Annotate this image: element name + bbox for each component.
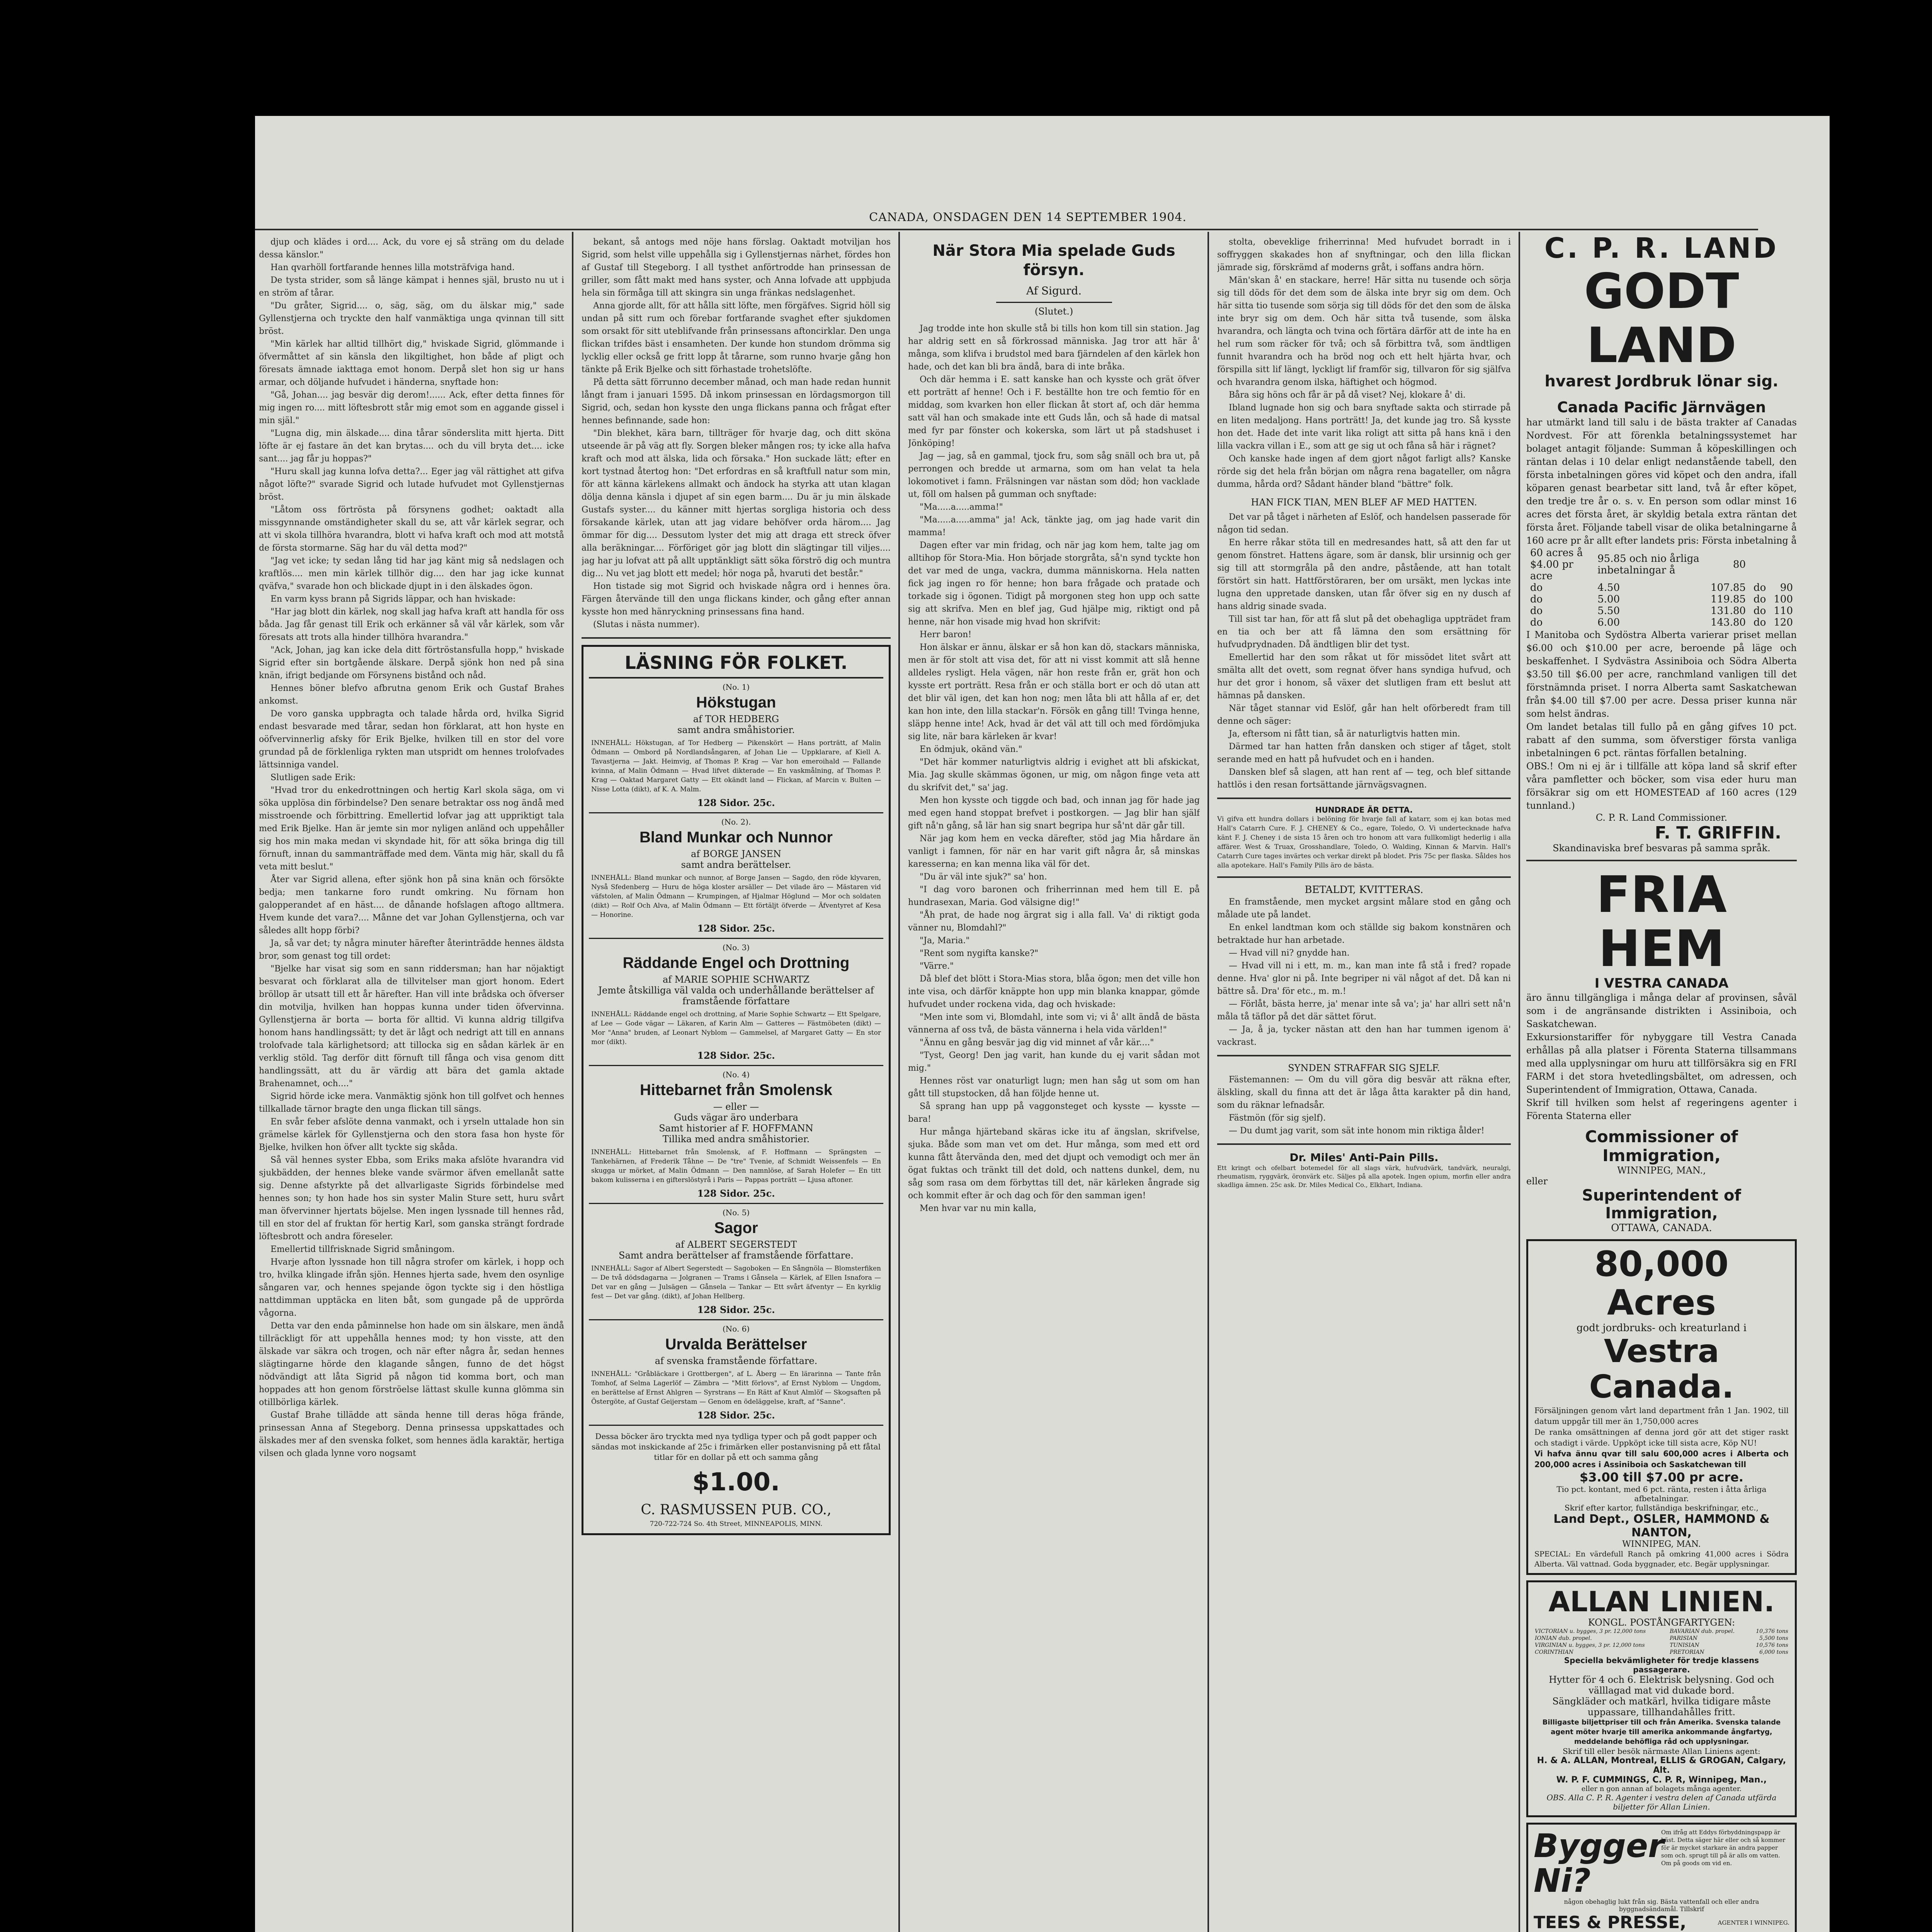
anecdote-4-title: SYNDEN STRAFFAR SIG SJELF. — [1288, 1063, 1440, 1073]
book-ad — [582, 645, 891, 1535]
fria-commissioner-location: WINNIPEG, MAN., — [1617, 1165, 1706, 1176]
paragraph: Det var på tåget i närheten af Eslöf, och handelsen passerade för någon tid sedan. — [1217, 512, 1511, 535]
paragraph: En ödmjuk, okänd vän." — [920, 745, 1022, 754]
book-number: (No. 5) — [722, 1208, 750, 1217]
paragraph: Hvarje afton lyssnade hon till några strofer om kärlek, i hopp och tro, hvilka klingade ifrån sjön. Hennes hjerta sade, hvem den osynlige sångaren var, och hennes spejande ögon tyckte sig i den höstliga nattdimman upptäcka en liten båt, som gungade på de upprörda vågorna. — [259, 1257, 564, 1318]
paragraph: Dansken blef så slagen, att han rent af — teg, och blef sittande hattlös i den resan fortsättande järnvägsvagnen. — [1217, 767, 1511, 790]
book-author: af BORGE JANSEN — [691, 849, 781, 859]
book-number: (No. 1) — [722, 682, 750, 692]
price-cell: 95.85 och nio årliga inbetalningar å — [1597, 553, 1699, 576]
paragraph: Och kanske hade ingen af dem gjort något farligt alls? Kanske rörde sig det hela från början om några rena bagateller, om några dumma, hårda ord? Sådant händer bland "bättre" folk. — [1217, 454, 1511, 489]
book-author: — eller — — [713, 1101, 759, 1112]
paragraph: En varm kyss brann på Sigrids läppar, och han hviskade: — [270, 594, 516, 604]
book-entry — [589, 1320, 883, 1426]
paragraph: Så sprang han upp på vaggonsteget och kysste — kysste — bara! — [908, 1102, 1200, 1124]
book-title: Sagor — [714, 1219, 758, 1236]
allan-text-2: Hytter för 4 och 6. Elektrisk belysning. God och välllagad mat vid dukade bord. — [1549, 1674, 1774, 1696]
paragraph: Men hon kysste och tiggde och bad, och innan jag för hade jag med egen hand stoppat brefvet i postkorgen. — Jag blir han själf gift nå'n gång, så lär han sig snart begripa hur så'nt där går till. — [908, 796, 1200, 831]
paragraph: Slutligen sade Erik: — [270, 773, 356, 782]
paragraph: En herre råkar stöta till en medresandes hatt, så att den far ut genom fönstret. Hattens ägare, som är dansk, blir ursinnig och ger sig till att stormgråla på den andre, påstående, att han totalt förstört sin hatt. Hattförstöraren, ber om ursäkt, men lyckas inte lugna den uppretade dansken, utan får öfver sig en ny dusch af hans aldrig sinade svada. — [1217, 538, 1511, 611]
allan-text-5: Skrif till eller besök närmaste Allan Liniens agent: — [1563, 1747, 1760, 1756]
book-entry — [589, 679, 883, 813]
price-cell: do — [1530, 582, 1543, 594]
price-cell: 4.50 — [1597, 582, 1620, 594]
paragraph: Sigrid hörde icke mera. Vanmäktig sjönk hon till golfvet och hennes tillkallade tärnor bragte den unga flickan till sängs. — [259, 1092, 564, 1114]
paragraph: "Ack, Johan, jag kan icke dela ditt förtröstansfulla hopp," hviskade Sigrid efter sin bortgående älskare. Derpå sjönk hon ned på sina knän, ifrigt bedjande om Försynens bistånd och nåd. — [259, 645, 564, 680]
paragraph: "Min kärlek har alltid tillhört dig," hviskade Sigrid, glömmande i öfvermåttet af sin känsla den likgiltighet, hon både af pligt och föresats ämnade iakttaga emot honom. Derpå slet hon sig ur hans armar, och döljande hufvudet i händerna, snyftade hon: — [259, 339, 564, 387]
paragraph: De tysta strider, som så länge kämpat i hennes själ, brusto nu ut i en ström af tårar. — [259, 276, 564, 298]
divider — [996, 302, 1112, 303]
ship-cell: 5,500 tons — [1759, 1635, 1788, 1641]
price-cell: 131.80 — [1711, 605, 1746, 617]
book-title: Räddande Engel och Drottning — [622, 954, 850, 971]
cpr-note: Skandinaviska bref besvaras på samma språk. — [1553, 843, 1770, 854]
paragraph: Fästmön (för sig sjelf). — [1229, 1113, 1326, 1123]
pills-ad-body: Ett kringt och ofelbart botemedel för all slags värk, hufvudvärk, tandvärk, neuralgi, rheumatism, ryggvärk, öronvärk etc. Säljes på alla apotek. Ingen opium, morfin eller andra skadliga ämnen. 25c ask. Dr. Miles Medical Co., Elkhart, Indiana. — [1217, 1164, 1511, 1189]
anecdote-2-body: Vi gifva ett hundra dollars i belöning för hvarje fall af katarr, som ej kan botas med Hall's Catarrh Cure. F. J. CHENEY & Co., egare, Toledo, O. Vi undertecknade hafva känt F. J. Cheney i de sista 15 åren och tro honom att vara fullkomligt hederlig i alla affärer. West & Truax, Grosshandlare, Toledo, O. Walding, Kinnan & Marvin. Hall's Catarrh Cure tages invärtes och verkar direkt på blodet. Pris 75c per flaska. Såldes hos alla apotekare. Hall's Family Pills äro de bästa. — [1217, 815, 1511, 869]
article-column-2 — [582, 236, 891, 1932]
book-price: 128 Sidor. 25c. — [697, 1050, 775, 1061]
paragraph: "Lugna dig, min älskade.... dina tårar sönderslita mitt hjerta. Ditt löfte är ej fastare än det kan brytas.... och du vill bryta det.... icke sant.... jag får ju hoppas?" — [259, 429, 564, 464]
paragraph: "Men inte som vi, Blomdahl, inte som vi; vi å' allt ändå de bästa vännerna af oss två, de bästa vännerna i hela vida världen!" — [908, 1012, 1200, 1035]
cpr-signature-title: C. P. R. Land Commissioner. — [1595, 812, 1728, 823]
book-entry — [589, 1204, 883, 1320]
price-row — [1526, 605, 1797, 617]
cpr-text-4: OBS.! Om ni ej är i tillfälle att köpa land så skrif efter våra pamfletter och böcker, som visa eder huru man försäkrar sig om ett HOMESTEAD af 160 acres (129 tunnland.) — [1526, 761, 1797, 811]
paragraph: Män'skan å' en stackare, herre! Här sitta nu tusende och sörja sig till döds för det dem som de älska inte bryr sig om dem. Och här sitta tio tusende som sörja sig till döds för det den som de älska inte bryr sig om dem. Och här sitta två tusende, som älska hvarandra, och längta och tvina och förtära därför att de inte ha en hel rum som räcker för två; och så förbittra två, som ändtligen funnit hvarandra och ha bröd nog och ett helt hjärta hvar, och förspilla sitt lif längt, lyckligt lif framför sig, tillvaron för sig själfva och hvarandra genom ilska, häftighet och högmod. — [1217, 276, 1511, 387]
book-title: Hittebarnet från Smolensk — [640, 1082, 832, 1099]
book-list — [589, 679, 883, 1426]
acres-price: $3.00 till $7.00 pr acre. — [1579, 1470, 1744, 1485]
ship-cell: 6,000 tons — [1759, 1649, 1788, 1655]
paragraph: "Du gråter, Sigrid.... o, säg, säg, om du älskar mig," sade Gyllenstjerna och tryckte den half vanmäktiga unga qvinnan till sitt bröst. — [259, 301, 564, 336]
price-cell: do — [1753, 594, 1766, 605]
paragraph: bekant, så antogs med nöje hans förslag. Oaktadt motviljan hos Sigrid, som helst ville uppehålla sig i Gyllenstjernas närhet, fördes hon af Gustaf till Stegeborg. I all tysthet anförtrodde han prinsessan de griller, som fått makt med hans syster, och Anna lofvade att uppbjuda hela sin förmåga till att skingra sin unga fränkas nedslagenhet. — [582, 237, 891, 298]
newspaper-page — [255, 116, 1830, 1932]
paragraph: — Du dumt jag varit, som sät inte honom min riktiga ålder! — [1229, 1126, 1485, 1136]
paragraph: "Det här kommer naturligtvis aldrig i evighet att bli afskickat, Mia. Jag skulle skämmas ögonen, ur mig, om någon finge veta att du skrifvit det," sa' jag. — [908, 757, 1200, 793]
divider — [582, 637, 891, 639]
fria-text-2: Exkursionstariffer för nybyggare till Vestra Canada erhållas på alla platser i Förenta Staterna tillsammans med alla upplysningar om huru att tillförsäkra sig en FRI FARM i det stora hvetedlingsbältet, om adressen, och Superintendent of Immigration, Ottawa, Canada. — [1526, 1032, 1797, 1095]
divider — [1217, 798, 1511, 799]
price-cell: 80 — [1733, 559, 1746, 570]
price-row — [1526, 617, 1797, 628]
ship-row — [1534, 1642, 1789, 1649]
paragraph: — Ja, å ja, tycker nästan att den han har tummen igenom ä' vackrast. — [1217, 1025, 1511, 1047]
paragraph: "Din blekhet, kära barn, tillträger för hvarje dag, och ditt sköna utseende är på väg att fly. Sorgen bleker mången ros; ty icke alla hafva kraft och mod att älska, lida och försaka." Hon suckade lätt; efter en kort tystnad återtog hon: "Det erfordras en så kraftfull natur som min, för att känna kärlekens allmakt och ändock ha styrka att utan klagan dölja denna känsla i djupet af sin egen barm.... Du är ju min älskade Gustafs syster.... du känner mitt hjertas sorgliga historia och dess försakande kärlek, utan att jag vidare behöfver orda härom.... Jag ömmar för dig.... Dessutom lyster det mig att draga ett streck öfver alla beräkningar.... Förföriget gör jag blott din slägtingar till viljes.... jag har ju lofvat att på allt upptänkligt sätt söka förströ dig och muntra dig... Nu vet jag blott ett medel; hör noga på, hvaruti det består." — [582, 429, 891, 578]
paragraph: När jag kom hem en vecka därefter, stöd jag Mia hårdare än vanligt i famnen, för när en har varit gift några år, så minskas karesserna; en kan menna lika väl för det. — [908, 834, 1200, 869]
book-entry — [589, 1066, 883, 1204]
acres-title: 80,000 Acres — [1594, 1244, 1729, 1323]
paragraph: Hon älskar er ännu, älskar er så hon kan dö, stackars människa, men är för stolt att visa det, för att ni visst kommit att slå henne alldeles rysligt. Hela vägen, när hon reste från er, grät hon och kysste ert porträtt. Resa från er och ställa bort er och dö utan att det blir väl igen, det kan hon nog; men låta bli att hålla af er, det kan hon inte, den lilla stackar'n. Försök en gång till! Tvinga henne, släpp henne inte! Ack, hvad är det väl att till och med fördömjuka sig lite, när bara kärleken är kvar! — [908, 643, 1200, 742]
paragraph: "Tyst, Georg! Den jag varit, han kunde du ej varit sådan mot mig." — [908, 1051, 1200, 1073]
book-description: INNEHÅLL: Räddande engel och drottning, af Marie Sophie Schwartz — Ett Spelgare, af Lee — Gode vägar — Läkaren, af Karin Alm — Gatteres — Fästmöbeten (dikt) — Mor "Anna" bruden, af Leonart Nyblom — Gammelsel, af Margaret Gatty — En stor mor (dikt). — [591, 1010, 881, 1046]
paragraph: En svår feber afslöte denna vanmakt, och i yrseln uttalade hon sin grämelse kärlek för Gyllenstjerna och den stora fasa hon hyste för Bjelke, hvilken hon öfver allt tyckte sig skåda. — [259, 1117, 564, 1152]
acres-text-2: De ranka omsättningen af denna jord gör att det stiger raskt och stadigt i värde. Uppköpt icke till sista acre, Köp NU! — [1534, 1427, 1789, 1447]
anecdote-3-title: BETALDT, KVITTERAS. — [1304, 884, 1423, 896]
paragraph: "Bjelke har visat sig som en sann riddersman; han har nöjaktigt besvarat och förklarat alla de tillvitelser man gjort honom. Edert bröllop är utsatt till ett år härefter. Han vill inte brådska och öfverser din motvilja, hvilken han hoppas kunna under tiden öfvervinna. Gyllenstjerna är borta — borta för alltid. Vi kunna aldrig tillgifva honom hans handlingssätt; ty det är lågt och nedrigt att till en annans trolofvade tala kärlighetsord; att tillocka sig en sådan kärlek är en verklig stöld. Tag derför ditt förnuft till fånga och visa genom ditt handlingssätt, att du är värdig att bära det gamla aktade Brahenamnet, och...." — [259, 964, 564, 1088]
ship-cell: IONIAN dub. propel. — [1535, 1635, 1592, 1641]
column-rule — [1519, 232, 1520, 1932]
allan-line-ad — [1526, 1580, 1797, 1817]
acres-location: WINNIPEG, MAN. — [1622, 1539, 1701, 1549]
book-extra: samt andra småhistorier. — [677, 724, 795, 735]
paragraph: — Förlåt, bästa herre, ja' menar inte så va'; ja' har allri sett nå'n måla tå täflor på det där sättet förut. — [1217, 999, 1511, 1022]
paragraph: "Rent som nygifta kanske?" — [920, 949, 1039, 958]
bygger-text: Om ifråg att Eddys förbyddningspapp är bäst. Detta säger här eller och så kommer för är mycket starkare än andra papper som och. sprugt till på är alls om vatten. Om på goods om vid en. — [1661, 1829, 1786, 1867]
book-description: INNEHÅLL: Hittebarnet från Smolensk, af F. Hoffmann — Sprängsten — Tankehärnen, af Frederik Tåhne — De "tre" Tvenie, af Schmidt Weissenfels — En skugga ur mörket, af Malin Ödmann — Den namnlöse, af Sarah Holefer — En titt bakom kulisserna i en gifterslöstyrå i Paris — Pappas porträtt — Ljusa aftoner. — [591, 1148, 881, 1184]
paragraph: "Gå, Johan.... jag besvär dig derom!...... Ack, efter detta finnes för mig ingen ro.... mitt löftesbrott står mig emot som en aggande gissel i min själ." — [259, 390, 564, 425]
anecdote-4-body — [1217, 1073, 1511, 1137]
ship-cell: CORINTHIAN — [1535, 1649, 1573, 1655]
bygger-footer — [1534, 1913, 1789, 1932]
fria-hem-ad — [1526, 867, 1797, 1234]
story-body — [908, 322, 1200, 1215]
paragraph: Hon tistade sig mot Sigrid och hviskade några ord i hennes öra. Färgen återvände till den unga flickans kinder, och gång efter annan kysste hon med hänryckning prinsessans fina hand. — [582, 582, 891, 617]
book-description: INNEHÅLL: Sagor af Albert Segerstedt — Sagoboken — En Sångnöla — Blomsterfiken — De två dödsdagarna — Jolgranen — Trams i Gånsela — Kärlek, af Ellen Isnafora — Det var en gång — Julsägen — Gånsela — Tankar — Ett svårt äfventyr — En kyrklig fest — Det var gång. (dikt), af Johan Hellberg. — [591, 1265, 881, 1300]
ship-cell: 10,376 tons — [1756, 1628, 1788, 1634]
ship-cell: TUNISIAN — [1670, 1642, 1699, 1648]
acres-text: Försäljningen genom vårt land department från 1 Jan. 1902, till datum uppgår till mer än 1,750,000 acres — [1534, 1406, 1789, 1426]
price-cell: do — [1530, 617, 1543, 628]
paragraph: (Slutas i nästa nummer). — [593, 620, 700, 629]
paragraph: Emellertid tillfrisknade Sigrid småningom. — [270, 1245, 455, 1254]
ship-row — [1534, 1628, 1789, 1635]
paragraph: Jag — jag, så en gammal, tjock fru, som såg snäll och bra ut, på perrongen och bredde ut armarna, som om han velat ta hela lokomotivet i famn. Frälsningen var nästan som död; hon vacklade ut, föll om halsen på gumman och snyftade: — [908, 451, 1200, 499]
paragraph: Fästemannen: — Om du vill göra dig besvär att räkna efter, älskling, skall du finna att det är låga åtta karakter på din hand, som du räknar lefnadsår. — [1217, 1075, 1511, 1110]
cpr-company: Canada Pacific Järnvägen — [1557, 399, 1766, 416]
book-extra: samt andra berättelser. — [681, 859, 791, 870]
cpr-text-2: I Manitoba och Sydöstra Alberta varierar priset mellan $6.00 och $10.00 per acre, beroende på läge och beskaffenhet. I Sydvästra Assiniboia och Södra Alberta $3.50 till $6.00 per acre, ranchmland vanligen till det förstnämnda priset. I norra Alberta samt Saskatchewan från $4.00 till $7.00 per acre. Dessa priser kunna när som helst ändras. — [1526, 629, 1797, 719]
book-ad-footer: Dessa böcker äro tryckta med nya tydliga typer och på godt papper och sändas mot inskickande af 25c i frimärken eller postanvisning på ett fåtal titlar för en dollar på ett och samma gång — [591, 1432, 881, 1462]
pills-ad-title: Dr. Miles' Anti-Pain Pills. — [1289, 1151, 1439, 1164]
book-title: Bland Munkar och Nunnor — [639, 829, 833, 846]
paragraph: "Ja, Maria." — [920, 936, 970, 946]
paragraph: "Huru skall jag kunna lofva detta?... Eger jag väl rättighet att gifva något löfte?" svarade Sigrid och lutade hufvudet mot Gyllenstjernas bröst. — [259, 467, 564, 502]
acres-ad — [1526, 1239, 1797, 1575]
fria-commissioner: Commissioner of Immigration, — [1585, 1127, 1738, 1165]
paragraph: Detta var den enda påminnelse hon hade om sin älskare, men ändå tillräckligt för att uppehålla hennes mod; ty hon visste, att den älskade var säkra och trogen, och när efter några år, sedan hennes slägtingarne hörde den klagande sången, funno de det högst nödvändigt att låta Sigrid på någon tid komma bort, och man hoppades att hon genom förströelse lättast skulle kunna glömma sin otillbörliga kärlek. — [259, 1321, 564, 1407]
paragraph: — Hvad vill ni? gnydde han. — [1229, 948, 1350, 958]
price-cell: 120 — [1774, 617, 1793, 628]
paragraph: djup och klädes i ord.... Ack, du vore ej så sträng om du delade dessa känslor." — [259, 237, 564, 260]
book-description: INNEHÅLL: Hökstugan, af Tor Hedberg — Pikenskört — Hans porträtt, af Malin Ödmann — Ombord på Nordlandsångaren, af Johan Lie — Uppklarare, af Kiell A. Tavastjerna — Jakt. Heimvig, af Thomas P. Krag — Var hon emeroihald — Fallande kvinna, af Malin Ödmann — Hvad lifvet dikterade — En vaskmålning, af Thomas P. Krag — Oaktad Margaret Gatty — Ett okändt land — Flickan, af Marcin v. Bulten — Nisse Lotta (dikt), af K. A. Malm. — [591, 739, 881, 793]
paragraph: Han qvarhöll fortfarande hennes lilla motsträfviga hand. — [270, 263, 515, 272]
price-row — [1526, 547, 1797, 582]
fria-superintendent: Superintendent of Immigration, — [1582, 1187, 1741, 1222]
book-price: 128 Sidor. 25c. — [697, 923, 775, 934]
paragraph: "Ma.....a.....amma!" — [920, 502, 1003, 512]
anecdote-3-body — [1217, 896, 1511, 1049]
book-title: Urvalda Berättelser — [665, 1336, 807, 1353]
divider — [1217, 1143, 1511, 1145]
cpr-land-ad — [1526, 232, 1797, 854]
price-cell: 107.85 — [1711, 582, 1746, 594]
paragraph: Åter var Sigrid allena, efter sjönk hon på sina knän och försökte bedja; men tankarne foro rundt omkring. Nu förnam hon galopperandet af en häst.... de dånande hofslagen aftogo alltmera. Hvem kunde det vara?.... Månne det var Johan Gyllenstjerna, och var således allt hopp förbi? — [259, 875, 564, 935]
allan-text-3: Sängkläder och matkärl, hvilka tidigare måste uppassare, tillhandahålles fritt. — [1552, 1696, 1771, 1718]
advertisement-column — [1526, 232, 1797, 1932]
acres-subtitle: godt jordbruks- och kreaturland i — [1576, 1322, 1747, 1334]
paragraph: "Låtom oss förtrösta på försynens godhet; oaktadt alla missgynnande omständigheter skall du se, att vår kärlek segrar, och att vi skola tillhöra hvarandra, blott vi hafva kraft och mod att motstå de första stormarne. Säg har du väl detta mod?" — [259, 505, 564, 553]
price-cell: do — [1530, 605, 1543, 617]
paragraph: "Värre." — [920, 961, 954, 971]
paragraph: Emellertid har den som råkat ut för missödet litet svårt att smälta allt det ovett, som regnat öfver hans syndiga hufvud, och hur det gror i honom, så växer det slutligen fram ett beslut att hämnas på dansken. — [1217, 653, 1511, 701]
article-column-3 — [908, 236, 1200, 1932]
paragraph: De voro ganska uppbragta och talade hårda ord, hvilka Sigrid endast besvarade med tårar, sedan hon förklarat, att hon hyste en oöfvervinnerlig afsky för Erik Bjelke, hvilken till en stor del vore grundad på de förklenliga rykten man utspridt om hennes trolofvades lättsinniga vandel. — [259, 709, 564, 770]
acres-text-4: Tio pct. kontant, med 6 pct. ränta, resten i åtta årliga afbetalningar. — [1556, 1485, 1767, 1503]
story-heading — [908, 241, 1200, 317]
paragraph: På detta sätt förrunno december månad, och man hade redan hunnit långt fram i januari 1595. Då inkom prinsessan en lördagsmorgon till Sigrid, och, sedan hon kysste den unga flickans panna och frågat efter hennes befinnande, sade hon: — [582, 378, 891, 425]
book-number: (No. 2). — [721, 817, 751, 827]
bygger-company: TEES & PRESSE, — [1534, 1913, 1687, 1932]
ship-cell: BAVARIAN dub. propel. — [1670, 1628, 1735, 1634]
price-cell: 5.00 — [1597, 594, 1620, 605]
book-entry — [589, 939, 883, 1066]
divider — [1217, 1055, 1511, 1056]
anecdote-2-title: HUNDRADE ÄR DETTA. — [1315, 805, 1413, 815]
book-extra: Jemte åtskilliga väl valda och underhållande berättelser af framstående författare — [598, 985, 874, 1007]
book-price: 128 Sidor. 25c. — [697, 1188, 775, 1199]
book-ad-title: LÄSNING FÖR FOLKET. — [589, 652, 883, 679]
paragraph: "Ännu en gång besvär jag dig vid minnet af vår kär...." — [920, 1038, 1154, 1048]
paragraph: Gustaf Brahe tillädde att sända henne till deras höga frände, prinsessan Anna af Stegeborg. Denna prinsessa uppskattades och älskades mer af den svenska folket, som hennes ädla karaktär, hertiga vilsen och glada lynne voro nogsamt — [259, 1410, 564, 1458]
book-author: af svenska framstående författare. — [655, 1355, 818, 1366]
allan-text-6: eller n gon annan af bolagets många agenter. — [1581, 1785, 1742, 1793]
book-number: (No. 4) — [722, 1070, 750, 1079]
book-extra: Samt historier af F. HOFFMANN — [659, 1123, 813, 1134]
paragraph: En framstående, men mycket argsint målare stod en gång och målade ute på landet. — [1217, 897, 1511, 920]
book-extra: Guds vägar äro underbara — [674, 1112, 798, 1123]
column-rule — [1208, 232, 1209, 1932]
book-title: Hökstugan — [696, 694, 776, 711]
book-price: 128 Sidor. 25c. — [697, 1304, 775, 1315]
price-cell: do — [1753, 605, 1766, 617]
book-description: INNEHÅLL: Bland munkar och nunnor, af Borge Jansen — Sagdo, den röde klyvaren, Nyså Sfedenberg — Huru de höga kloster arsäller — Det vilade äro — Mästaren vid väfstolen, af Malin Ödmann — Krumpingen, af Hjalmar Höglund — Mor och soldaten (dikt) — Rolf Och Alva, af Malin Ödmann — Ett förtäljt öfverde — Äfventyret af Kesa — Honorine. — [591, 874, 881, 919]
story-title: När Stora Mia spelade Guds försyn. — [932, 242, 1175, 279]
paragraph: Jag trodde inte hon skulle stå bi tills hon kom till sin station. Jag har aldrig sett en så förkrossad människa. Jag tror att här å' många, som klifva i brudstol med bara fjärndelen af den kärlek hon hade, och det kan bli bra ändå, bara di inte bråka. — [908, 324, 1200, 372]
paragraph: Därmed tar han hatten från dansken och stiger af tåget, stolt serande med en hatt på hufvudet och en i handen. — [1217, 742, 1511, 764]
cpr-title: C. P. R. LAND — [1544, 232, 1779, 264]
book-ad-price: $1.00. — [692, 1468, 780, 1497]
fria-subtitle: I VESTRA CANADA — [1594, 976, 1729, 991]
paragraph: "I dag voro baronen och friherrinnan med hem till E. på hundrasexan, Maria. God välsigne dig!" — [908, 885, 1200, 907]
cpr-text: har utmärkt land till salu i de bästa trakter af Canadas Nordvest. För att förenkla betalningssystemet har bolaget antagit följande: Summan å köpeskillingen och räntan delas i 10 delar enligt nedanstående tabell, den första inbetalningen göres vid köpet och den andra, ifall köparen genast bearbetar sitt land, två år efter köpet, den tredje tre år o. s. v. En person som odlar minst 16 acres det första året, är skyldig betala extra räntan det första året. Följande tabell visar de olika betalningarne å 160 acre pr år allt efter landets pris: Första inbetalning å — [1526, 417, 1797, 546]
price-cell: do — [1753, 617, 1766, 628]
paragraph: "Åh prat, de hade nog ärgrat sig i alla fall. Va' di riktigt goda vänner nu, Blomdahl?" — [908, 910, 1200, 933]
paragraph: Båra sig höns och får är på då viset? Nej, klokare å' di. — [1229, 390, 1466, 400]
bygger-text-2: någon obehaglig lukt från sig. Bästa vattenfall och eller andra byggnadsändamål. Tillskrif — [1564, 1898, 1759, 1913]
price-row — [1526, 594, 1797, 605]
paragraph: Så väl hennes syster Ebba, som Eriks maka afslöte hvarandra vid sjukbädden, der hennes bleke vande svärmor äfven emellanåt satte sig. Denne afstyrkte på det allvarligaste Sigrids förbindelse med hennes son; ty hon hade hos sin syster Malin Sture sett, huru svårt man öfvervinner hjertats böjelse. Men ingen lyssnade till hennes råd, till en stor del af fruktan för hertig Karl, som ganska strängt fordrade löftesbrott och andra föreseler. — [259, 1155, 564, 1242]
book-price: 128 Sidor. 25c. — [697, 1410, 775, 1421]
price-cell: 119.85 — [1711, 594, 1746, 605]
allan-text: Speciella bekvämligheter för tredje klassens passagerare. — [1564, 1656, 1759, 1674]
paragraph: "Har jag blott din kärlek, nog skall jag hafva kraft att handla för oss båda. Jag får genast till Erik och erkänner så väl vår kärlek, som vår föresats att trots alla hinder tillhöra hvarandra." — [259, 607, 564, 642]
acres-text-3: Vi hafva ännu qvar till salu 600,000 acres i Alberta och 200,000 acres i Assiniboia och Saskatchewan till — [1534, 1449, 1789, 1469]
fria-text: äro ännu tillgängliga i många delar af provinsen, såväl som i de angränsande distrikten i Assiniboia, och Saskatchewan. — [1526, 992, 1797, 1029]
header-rule — [255, 229, 1758, 230]
fria-superintendent-location: OTTAWA, CANADA. — [1611, 1222, 1712, 1234]
allan-agents-1: H. & A. ALLAN, Montreal, ELLIS & GROGAN, Calgary, Alt. — [1537, 1756, 1786, 1775]
ship-row — [1534, 1635, 1789, 1642]
column-rule — [572, 232, 573, 1932]
book-entry — [589, 813, 883, 939]
ship-cell: PRETORIAN — [1670, 1649, 1704, 1655]
book-number: (No. 3) — [722, 943, 750, 952]
paragraph: Hennes böner blefvo afbrutna genom Erik och Gustaf Brahes ankomst. — [259, 684, 564, 706]
article-column-4 — [1217, 236, 1511, 1932]
story-continuation — [582, 236, 891, 631]
anecdote-1-body — [1217, 511, 1511, 791]
paragraph: Dagen efter var min fridag, och när jag kom hem, talte jag om alltihop för Stora-Mia. Hon började storgråta, så'n synd tyckte hon det var med de unga, vackra, dumma människorna. Hela natten fick jag ingen ro för henne; hon bara frågade och pratade och torkade sig i ögonen. Tidigt på morgonen steg hon upp och satte sig att skrifva. Men en blef jag, Gud hjälpe mig, riktigt ond på henne, när hon visade mig hvad hon skrifvit: — [908, 541, 1200, 627]
paragraph: Anna gjorde allt, för att hålla sitt löfte, men förgäfves. Sigrid höll sig undan på sitt rum och förebar fortfarande svaghet efter sjukdomen som orsakt för sitt uteblifvande från prinsessans aftoncirklar. Den unga flickan trifdes bäst i ensamheten. Der kunde hon stundom drömma sig lycklig eller också ge fritt lopp åt tårarne, som runno hvarje gång hon tänkte på Erik Bjelke och sitt förhastade trohetslöfte. — [582, 301, 891, 374]
book-number: (No. 6) — [722, 1324, 750, 1333]
story-author: Af Sigurd. — [1026, 284, 1082, 297]
book-author: af MARIE SOPHIE SCHWARTZ — [662, 974, 810, 985]
book-author: af TOR HEDBERG — [693, 714, 779, 724]
paragraph: "Hvad tror du enkedrottningen och hertig Karl skola säga, om vi söka upplösa din förbindelse? Den senare betraktar oss nog ändå med misstroende och förbittring. Emellertid lofvar jag att uppriktigt tala med Erik Bjelke. Han är jemte sin mor nyligen anländ och uppehåller sig hos min maka medan vi skyndade hit, för att söka bringa dig till förnuft, innan du sammanträffade med dem. Vänta mig här, skall du få veta mitt beslut." — [259, 786, 564, 872]
ship-cell: 10,576 tons — [1756, 1642, 1788, 1648]
price-cell: do — [1753, 582, 1766, 594]
allan-obs: OBS. Alla C. P. R. Agenter i vestra delen af Canada utfärda biljetter för Allan Linien. — [1546, 1793, 1777, 1811]
paragraph: "Ma.....a.....amma" ja! Ack, tänkte jag, om jag hade varit din mamma! — [908, 515, 1200, 537]
price-cell: 6.00 — [1597, 617, 1620, 628]
paragraph: Och där hemma i E. satt kanske han och kysste och grät öfver ett porträtt af henne! Och i F. beställte hon tre och femtio för en middag, som kvarken hon eller flickan åt stort af, och där hemma satt väl han och smakade inte ett Guds lån, och så hade di matsal med fyr par fönster och kokerska, som lärt ut på stadshuset i Jönköping! — [908, 375, 1200, 448]
divider — [1526, 860, 1797, 861]
fria-title: FRIA HEM — [1596, 865, 1727, 978]
paragraph: Ja, så var det; ty några minuter härefter återinträdde hennes äldsta bror, som genast tog till ordet: — [259, 939, 564, 961]
allan-ship-table — [1534, 1628, 1789, 1656]
article-column-1 — [259, 236, 564, 1932]
paragraph: "Jag vet icke; ty sedan lång tid har jag känt mig så nedslagen och kraftlös.... men min kärlek tillhör dig.... den har jag icke kunnat qväfva," svarade hon och blickade djupt in i den älskades ögon. — [259, 556, 564, 591]
story-ending — [1217, 236, 1511, 491]
allan-text-4: Billigaste biljettpriser till och från Amerika. Svenska talande agent möter hvarje till amerika ankommande ångfartyg, meddelande behöfliga råd och upplysningar. — [1542, 1718, 1781, 1746]
bygger-ad — [1526, 1823, 1797, 1932]
price-row — [1526, 582, 1797, 594]
fria-or: eller — [1526, 1176, 1548, 1187]
price-cell: 5.50 — [1597, 605, 1620, 617]
ship-cell: PARISIAN — [1670, 1635, 1698, 1641]
paragraph: Hennes röst var onaturligt lugn; men han såg ut som om han gått till stupstocken, då han följde henne ut. — [908, 1076, 1200, 1099]
bygger-agent: AGENTER I WINNIPEG. — [1718, 1919, 1789, 1926]
book-author: af ALBERT SEGERSTEDT — [675, 1239, 797, 1250]
story-status: (Slutet.) — [1034, 306, 1073, 317]
price-cell: 110 — [1774, 605, 1793, 617]
page-header: CANADA, ONSDAGEN DEN 14 SEPTEMBER 1904. — [869, 211, 1187, 224]
ship-row — [1534, 1649, 1789, 1656]
allan-title: ALLAN LINIEN. — [1548, 1585, 1775, 1618]
cpr-big-title: GODT LAND — [1584, 263, 1739, 374]
price-cell: 143.80 — [1711, 617, 1746, 628]
price-cell: 100 — [1774, 594, 1793, 605]
paragraph: När tåget stannar vid Eslöf, går han helt oförberedt fram till denne och säger: — [1217, 704, 1511, 726]
paragraph: Herr baron! — [920, 630, 972, 639]
paragraph: stolta, obeveklige friherrinna! Med hufvudet borradt in i soffryggen skakades hon af snyftningar, och den lilla flickan jämrade sig, förskrämd af moderns gråt, i soffans andra hörn. — [1217, 237, 1511, 272]
book-extra: Tillika med andra småhistorier. — [662, 1134, 810, 1145]
book-ad-address: 720-722-724 So. 4th Street, MINNEAPOLIS, MINN. — [650, 1520, 823, 1528]
ship-cell: VICTORIAN u. bygges, 3 pr. 12,000 tons — [1535, 1628, 1646, 1634]
book-extra: Samt andra berättelser af framstående författare. — [619, 1250, 854, 1261]
bygger-header — [1534, 1828, 1789, 1898]
cpr-price-table — [1526, 547, 1797, 628]
divider — [1217, 876, 1511, 878]
fria-text-3: Skrif till hvilken som helst af regeringens agenter i Förenta Staterna eller — [1526, 1097, 1797, 1121]
paragraph: — Hvad vill ni i ett, m. m., kan man inte få stå i fred? ropade denne. Hva' glor ni på. Inte begriper ni väl något af det. Då kan ni bättre så. Dra' för etc., m. m.! — [1217, 961, 1511, 996]
ship-cell: VIRGINIAN u. bygges, 3 pr. 12,000 tons — [1535, 1642, 1645, 1648]
cpr-subtitle: hvarest Jordbruk lönar sig. — [1544, 372, 1779, 390]
allan-agents-2: W. P. F. CUMMINGS, C. P. R, Winnipeg, Man., — [1556, 1775, 1767, 1785]
paragraph: Hur många hjärteband skäras icke itu af ängslan, skrifvelse, sjuka. Både som man vet om det. Hur många, som med ett ord kunna fått återvända den, med det djupt och vemodigt och mer än ögat fuktas och tränkt till det dold, och nattens dunkel, dem, nu såg som rasa om dem förbyttas till det, när kärleken ångrade sig och kommit efter är och dag och för den samman igen! — [908, 1127, 1200, 1201]
price-cell: 90 — [1780, 582, 1793, 594]
anecdote-1-title: HAN FICK TIAN, MEN BLEF AF MED HATTEN. — [1251, 497, 1477, 508]
paragraph: "Du är väl inte sjuk?" sa' hon. — [920, 872, 1047, 882]
cpr-signature-name: F. T. GRIFFIN. — [1655, 823, 1781, 843]
paragraph: En enkel landtman kom och ställde sig bakom konstnären och betraktade hur han arbetade. — [1217, 923, 1511, 945]
acres-text-5: Skrif efter kartor, fullständiga beskrifningar, etc., — [1565, 1503, 1759, 1512]
bygger-title: Bygger Ni? — [1534, 1827, 1664, 1900]
acres-special: SPECIAL: En värdefull Ranch på omkring 41,000 acres i Södra Alberta. Väl vattnad. Goda byggnader, etc. Begär upplysningar. — [1534, 1550, 1789, 1568]
paragraph: Till sist tar han, för att få slut på det obehagliga uppträdet fram en tia och ber att få lämna den som ersättning för hufvudprydnaden. Då ändtligen blir det tyst. — [1217, 614, 1511, 650]
price-cell: 60 acres å $4.00 pr acre — [1530, 547, 1583, 582]
acres-big: Vestra Canada. — [1589, 1333, 1734, 1405]
paragraph: Men hvar var nu min kalla, — [920, 1204, 1037, 1213]
column-rule — [898, 232, 900, 1932]
paragraph: Ibland lugnade hon sig och bara snyftade sakta och stirrade på en liten medaljong. Hans porträtt! Ja, det kunde jag tro. Så kysste hon det. Hade det inte varit lika roligt att sitta på hans knä i den lilla vackra villan i E., som att ge sig ut och fåna så här i rägnet? — [1217, 403, 1511, 451]
price-cell: do — [1530, 594, 1543, 605]
paragraph: Då blef det blött i Stora-Mias stora, blåa ögon; men det ville hon inte visa, och därför knäppte hon upp min blanka knappar, gömde hufvudet under rockena vida, dag och hviskade: — [908, 974, 1200, 1009]
acres-company: Land Dept., OSLER, HAMMOND & NANTON, — [1553, 1512, 1770, 1539]
paragraph: Ja, eftersom ni fått tian, så är naturligtvis hatten min. — [1229, 729, 1460, 739]
cpr-text-3: Om landet betalas till fullo på en gång gifves 10 pct. rabatt af den summa, som öfverstiger första vanliga inbetalningen 6 pct. räntas förfallen betalning. — [1526, 721, 1797, 759]
book-price: 128 Sidor. 25c. — [697, 797, 775, 808]
book-description: INNEHÅLL: "Gråbläckare i Grottbergen", af L. Åberg — En lärarinna — Tante från Tomhof, af Selma Lagerlöf — Zämbra — "Mitt förlovs", af Ernst Nyblom — Ungdom, en berättelse af Ernst Ahlgren — Syrstrans — En Rätt af Knut Almlöf — Skogsaften på Östergöte, af Gustaf Geijerstam — Genom en ödeläggelse, kraft, af "Sanne". — [591, 1370, 881, 1406]
book-ad-company: C. RASMUSSEN PUB. CO., — [641, 1502, 832, 1518]
allan-subtitle: KONGL. POSTÅNGFARTYGEN: — [1588, 1617, 1735, 1628]
